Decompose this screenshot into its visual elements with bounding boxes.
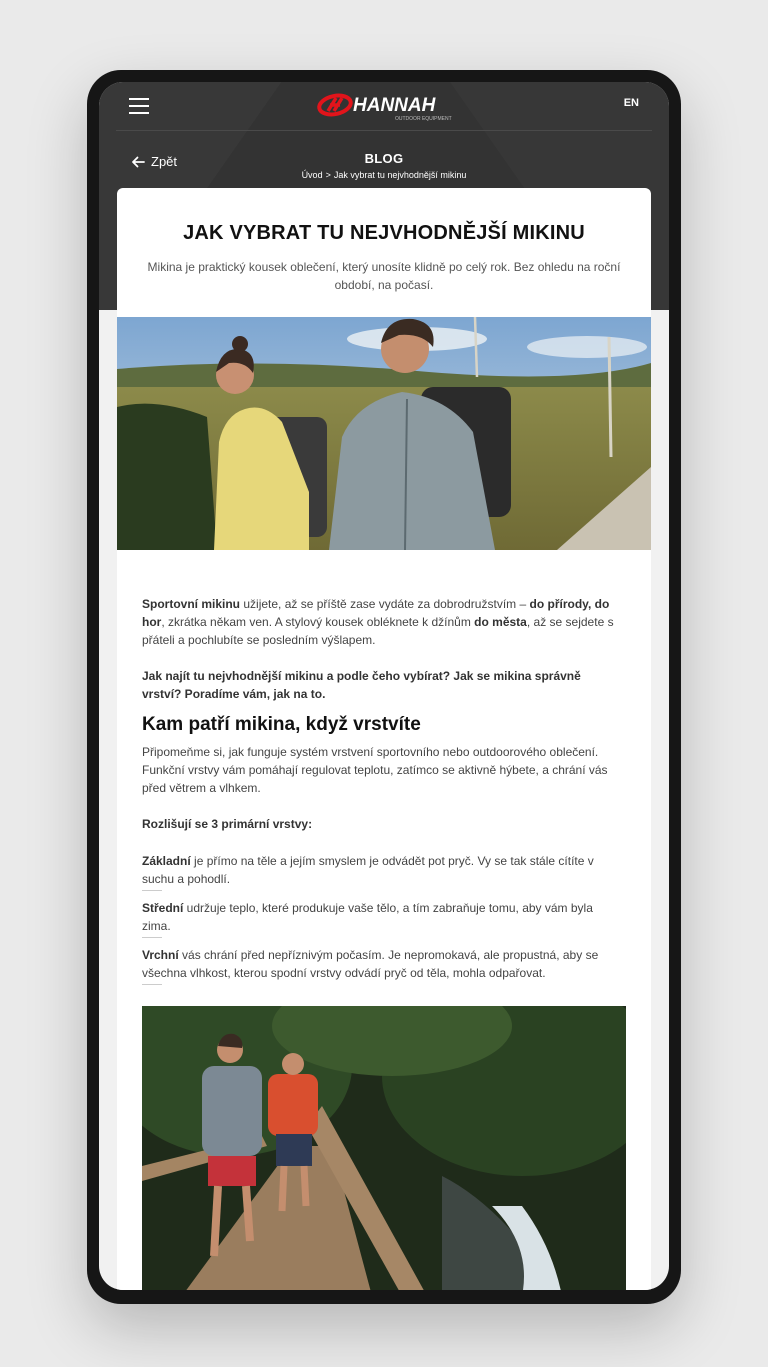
svg-text:HANNAH: HANNAH <box>353 95 436 116</box>
paragraph-intro <box>142 595 620 649</box>
device-frame <box>87 70 681 1304</box>
header-divider <box>116 130 652 131</box>
layer-text: je přímo na těle a jejím smyslem je odvádět pot pryč. Vy se tak stále cítíte v suchu a pohodlí. <box>142 854 594 886</box>
menu-icon[interactable] <box>129 98 149 114</box>
bold-text: Rozlišují se 3 primární vrstvy: <box>142 817 313 831</box>
breadcrumb <box>99 170 669 180</box>
article-title: JAK VYBRAT TU NEJVHODNĚJŠÍ MIKINU <box>183 222 585 244</box>
text: užijete, až se příště zase vydáte za dobrodružstvím – <box>240 597 530 611</box>
section-heading: Kam patří mikina, když vrstvíte <box>142 714 421 735</box>
breadcrumb-home[interactable]: Úvod <box>301 170 323 180</box>
page-heading <box>99 151 669 180</box>
hikers-meadow-photo <box>117 317 651 550</box>
breadcrumb-separator: > <box>325 170 331 180</box>
back-label: Zpět <box>151 154 178 169</box>
breadcrumb-current: Jak vybrat tu nejvhodnější mikinu <box>333 170 467 180</box>
text: , až se sejdete s přáteli a pochlubíte se posledním výšlapem. <box>142 615 614 647</box>
header-row <box>99 82 669 130</box>
section-title: BLOG <box>364 151 404 166</box>
layer-divider <box>142 890 162 891</box>
screen <box>99 82 669 1290</box>
paragraph-layers-intro <box>142 815 620 833</box>
paragraph-layering: Připomeňme si, jak funguje systém vrstvení sportovního nebo outdoorového oblečení. Funkční vrstvy vám pomáhají regulovat teplotu, zatímco se aktivně hýbete, a chrání vás před větrem a vlhkem. <box>142 745 608 795</box>
article-intro: Mikina je praktický kousek oblečení, který unosíte klidně po celý rok. Bez ohledu na roční období, na počasí. <box>147 260 621 292</box>
bold-question: Jak najít tu nejvhodnější mikinu a podle čeho vybírat? Jak se mikina správně vrství? Poradíme vám, jak na to. <box>142 669 581 701</box>
bold-phrase: do města <box>474 615 527 629</box>
hikers-bridge-photo <box>142 1006 626 1290</box>
layer-divider <box>142 937 162 938</box>
article-card <box>117 188 651 1290</box>
layer-name: Střední <box>142 901 184 915</box>
layer-name: Základní <box>142 854 191 868</box>
layer-text: vás chrání před nepříznivým počasím. Je nepromokavá, ale propustná, aby se všechna vlhkost, kterou spodní vrstvy odvádí pryč od těla, mohla odpařovat. <box>142 948 599 980</box>
layer-text: udržuje teplo, které produkuje vaše tělo, a tím zabraňuje tomu, aby vám byla zima. <box>142 901 593 933</box>
svg-text:OUTDOOR EQUIPMENT: OUTDOOR EQUIPMENT <box>395 116 452 122</box>
language-switch[interactable]: EN <box>623 97 639 109</box>
layer-divider <box>142 984 162 985</box>
paragraph-question <box>142 667 620 703</box>
layer-item-outer <box>142 946 620 982</box>
layer-item-base <box>142 852 620 888</box>
bold-phrase: Sportovní mikinu <box>142 597 241 611</box>
bold-phrase: do přírody, do hor <box>142 597 610 629</box>
text: , zkrátka někam ven. A stylový kousek obléknete k džínům <box>161 615 475 629</box>
brand-logo[interactable] <box>315 90 475 124</box>
layer-item-mid <box>142 899 620 935</box>
layer-name: Vrchní <box>142 948 179 962</box>
